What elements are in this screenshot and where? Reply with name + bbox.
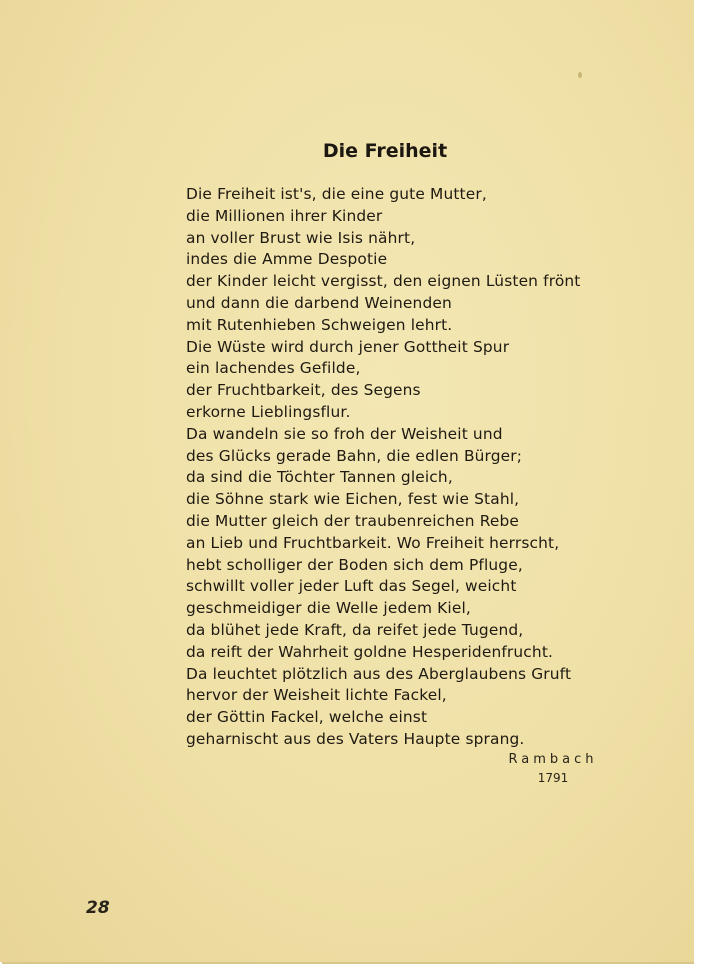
poem-line: Da leuchtet plötzlich aus des Aberglaubens Gruft — [186, 664, 572, 683]
poem-line: hervor der Weisheit lichte Fackel, — [186, 686, 447, 705]
poem-line: schwillt voller jeder Luft das Segel, weicht — [186, 577, 517, 596]
poem-line: die Söhne stark wie Eichen, fest wie Stahl, — [186, 490, 520, 509]
poem-line: Die Wüste wird durch jener Gottheit Spur — [186, 337, 510, 356]
poem-line: da blühet jede Kraft, da reifet jede Tugend, — [186, 620, 524, 639]
page-number: 28 — [86, 898, 110, 918]
poem-line: da sind die Töchter Tannen gleich, — [186, 468, 453, 487]
poem-line: Da wandeln sie so froh der Weisheit und — [186, 424, 503, 443]
poem-line: an Lieb und Fruchtbarkeit. Wo Freiheit herrscht, — [186, 533, 560, 552]
poem-year: 1791 — [537, 771, 569, 785]
poem-line: Die Freiheit ist's, die eine gute Mutter, — [186, 185, 487, 203]
poem-line: die Mutter gleich der traubenreichen Rebe — [186, 511, 520, 530]
poem-line: ein lachendes Gefilde, — [186, 359, 361, 378]
poem-line: die Millionen ihrer Kinder — [186, 206, 383, 225]
poem-line: der Kinder leicht vergisst, den eignen Lüsten frönt — [186, 272, 581, 291]
poem-line: des Glücks gerade Bahn, die edlen Bürger; — [186, 446, 523, 465]
poem-line: und dann die darbend Weinenden — [186, 293, 452, 312]
scan-margin — [694, 0, 707, 971]
poem-author: Rambach — [508, 752, 598, 767]
poem-line: da reift der Wahrheit goldne Hesperidenfrucht. — [186, 642, 554, 661]
poem-title: Die Freiheit — [322, 140, 448, 162]
poem-line: hebt scholliger der Boden sich dem Pfluge, — [186, 555, 523, 574]
poem-line: der Göttin Fackel, welche einst — [186, 708, 428, 727]
poem-line: geschmeidiger die Welle jedem Kiel, — [186, 599, 471, 618]
poem-line: erkorne Lieblingsflur. — [186, 402, 351, 421]
poem-line: indes die Amme Despotie — [186, 250, 388, 269]
poem-body — [186, 184, 656, 751]
poem-line: der Fruchtbarkeit, des Segens — [186, 381, 421, 400]
poem-line: mit Rutenhieben Schweigen lehrt. — [186, 315, 453, 334]
poem-line: an voller Brust wie Isis nährt, — [186, 228, 416, 247]
paper-stain — [578, 72, 582, 78]
poem-line: geharnischt aus des Vaters Haupte sprang. — [186, 729, 525, 748]
